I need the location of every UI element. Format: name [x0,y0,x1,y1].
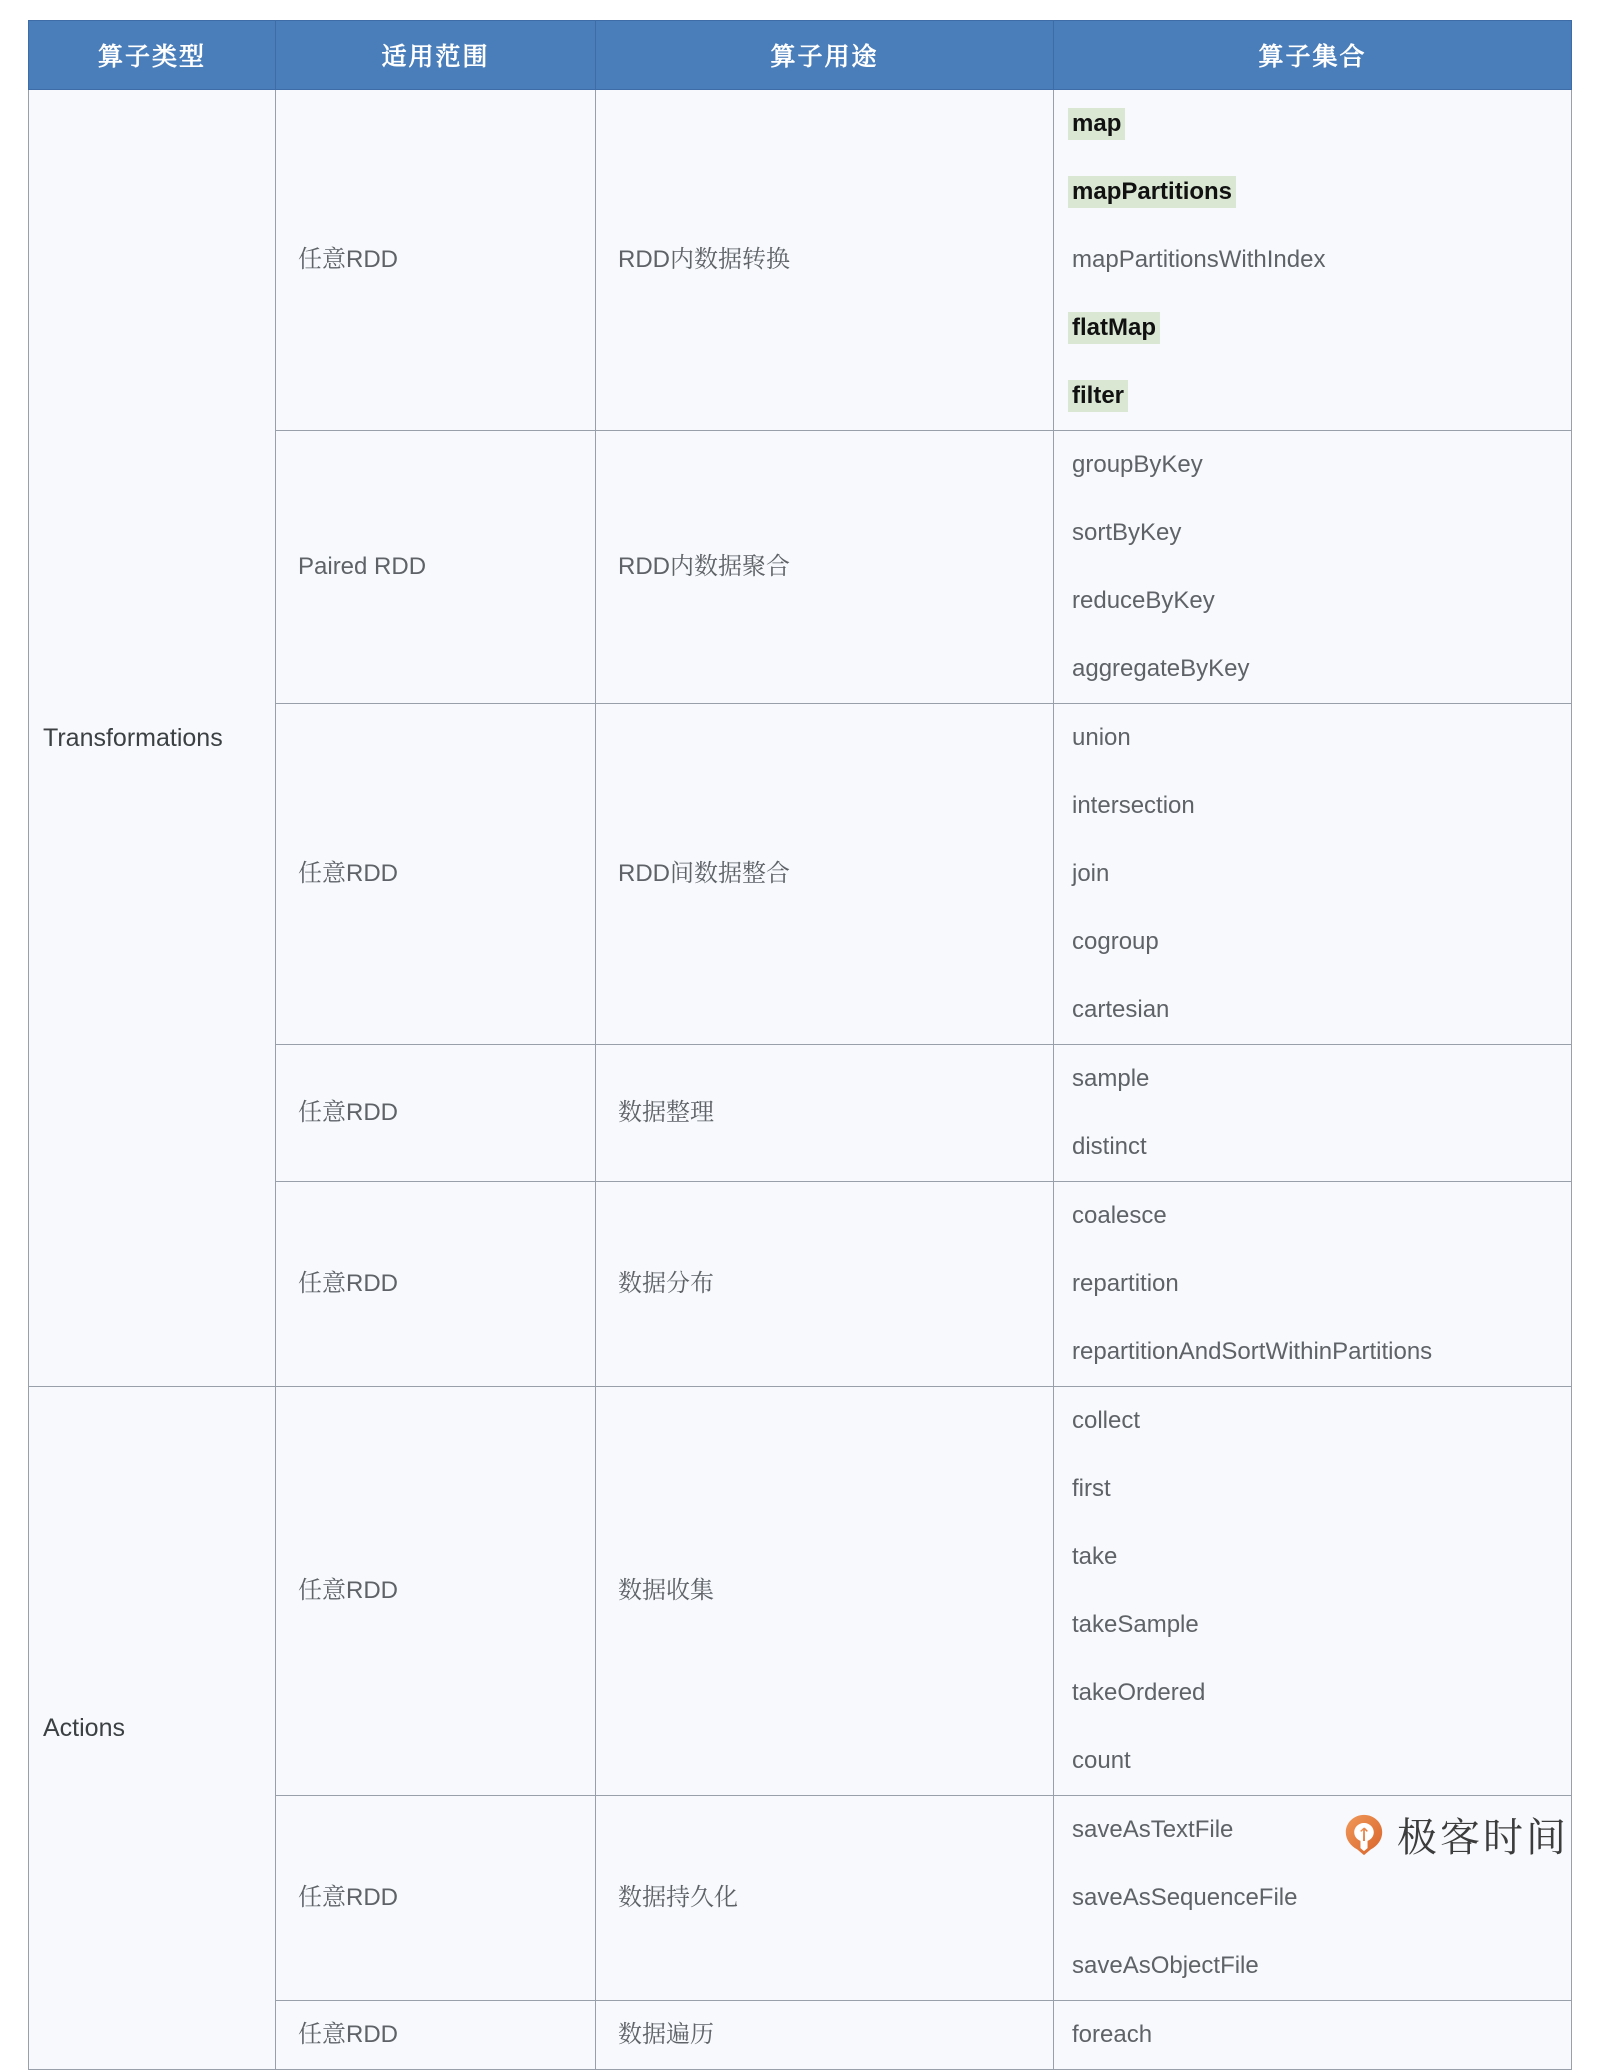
operator-name: saveAsSequenceFile [1072,1884,1298,1911]
operator-name: reduceByKey [1072,587,1215,614]
operator-set-cell [1054,431,1572,704]
applicable-scope-cell: 任意RDD [276,2001,596,2070]
operator-name: saveAsObjectFile [1072,1952,1259,1979]
operator-item [1068,1864,1571,1932]
operator-name: sample [1072,1065,1150,1092]
operator-list [1068,1182,1571,1386]
operator-name: sortByKey [1072,519,1182,546]
table-header-row [29,21,1572,90]
operator-purpose-cell: RDD内数据转换 [596,90,1054,431]
operator-item [1068,1250,1571,1318]
operator-purpose-cell: 数据整理 [596,1045,1054,1182]
operator-name: cartesian [1072,996,1170,1023]
operator-name: foreach [1072,2021,1153,2048]
applicable-scope-cell: 任意RDD [276,1796,596,2001]
operator-item [1068,158,1571,226]
operator-list [1068,1387,1571,1795]
operator-item [1068,1659,1571,1727]
operator-set-cell [1054,90,1572,431]
operator-purpose-cell: 数据遍历 [596,2001,1054,2070]
operator-name: takeSample [1072,1611,1199,1638]
operator-name: collect [1072,1407,1141,1434]
operator-name: intersection [1072,792,1195,819]
operator-name: map [1068,108,1125,140]
operator-set-cell [1054,1045,1572,1182]
operator-name: first [1072,1475,1111,1502]
operator-item [1068,1182,1571,1250]
operator-list [1068,1045,1571,1181]
operator-name: mapPartitions [1068,176,1236,208]
operator-set-cell [1054,1182,1572,1387]
applicable-scope-cell: 任意RDD [276,1387,596,1796]
operator-name: distinct [1072,1133,1147,1160]
table-header [29,21,1572,90]
operator-item [1068,908,1571,976]
operator-item [1068,499,1571,567]
rdd-operator-table [28,20,1572,2070]
operator-name: cogroup [1072,928,1159,955]
operator-name: join [1072,860,1110,887]
operator-item [1068,567,1571,635]
applicable-scope-cell: 任意RDD [276,1045,596,1182]
operator-item [1068,1113,1571,1181]
operator-item [1068,2001,1571,2069]
operator-item [1068,635,1571,703]
operator-item [1068,976,1571,1044]
operator-set-cell [1054,2001,1572,2070]
operator-name: coalesce [1072,1202,1167,1229]
operator-name: saveAsTextFile [1072,1816,1234,1843]
operator-purpose-cell: 数据收集 [596,1387,1054,1796]
operator-item [1068,1932,1571,2000]
operator-item [1068,1387,1571,1455]
operator-name: repartition [1072,1270,1179,1297]
operator-name: flatMap [1068,312,1160,344]
operator-list [1068,2001,1571,2069]
operator-item [1068,1591,1571,1659]
operator-item [1068,1455,1571,1523]
operator-item [1068,772,1571,840]
table-row [29,90,1572,431]
operator-item [1068,1523,1571,1591]
operator-purpose-cell: 数据分布 [596,1182,1054,1387]
applicable-scope-cell: Paired RDD [276,431,596,704]
operator-item [1068,840,1571,908]
operator-purpose-cell: RDD间数据整合 [596,704,1054,1045]
table-body [29,90,1572,2070]
operator-name: union [1072,724,1131,751]
operator-type-cell: Transformations [29,90,276,1387]
operator-type-cell: Actions [29,1387,276,2070]
operator-list [1068,431,1571,703]
operator-item [1068,704,1571,772]
operator-name: mapPartitionsWithIndex [1072,246,1326,273]
operator-set-cell [1054,704,1572,1045]
operator-set-cell [1054,1387,1572,1796]
operator-item [1068,431,1571,499]
operator-item [1068,90,1571,158]
operator-item [1068,1318,1571,1386]
operator-list [1068,704,1571,1044]
brand-name: 极客时间 [1397,1816,1569,1860]
operator-name: count [1072,1747,1131,1774]
column-header-applicable-scope: 适用范围 [276,21,596,90]
operator-item [1068,1727,1571,1795]
applicable-scope-cell: 任意RDD [276,1182,596,1387]
geektime-logo-icon [1341,1812,1387,1858]
operator-item [1068,226,1571,294]
operator-name: aggregateByKey [1072,655,1250,682]
operator-name: takeOrdered [1072,1679,1206,1706]
operator-name: take [1072,1543,1118,1570]
operator-name: filter [1068,380,1128,412]
table-row [29,1387,1572,1796]
applicable-scope-cell: 任意RDD [276,90,596,431]
column-header-operator-purpose: 算子用途 [596,21,1054,90]
operator-name: groupByKey [1072,451,1203,478]
operator-list [1068,90,1571,430]
operator-purpose-cell: RDD内数据聚合 [596,431,1054,704]
column-header-operator-type: 算子类型 [29,21,276,90]
operator-item [1068,294,1571,362]
column-header-operator-set: 算子集合 [1054,21,1572,90]
brand-footer [1341,1806,1569,1863]
applicable-scope-cell: 任意RDD [276,704,596,1045]
operator-purpose-cell: 数据持久化 [596,1796,1054,2001]
operator-item [1068,362,1571,430]
operator-name: repartitionAndSortWithinPartitions [1072,1338,1433,1365]
operator-item [1068,1045,1571,1113]
